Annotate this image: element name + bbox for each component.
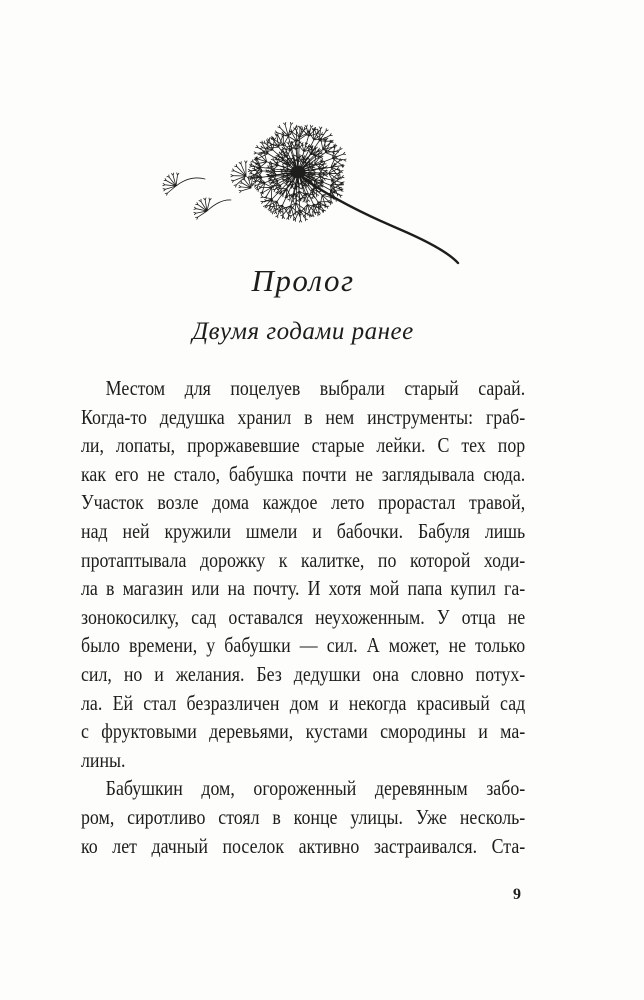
text-line: лины. [81,747,126,772]
dandelion-seed-strokes [163,122,346,222]
text-line: Когда-то дедушка хранил в нем инструменты: граб- [81,404,526,429]
text-line: Местом для поцелуев выбрали старый сарай. [105,376,526,400]
chapter-heading [81,264,525,345]
text-line: ла. Ей стал безразличен дом и некогда красивый сад [81,690,526,715]
text-line: как его не стало, бабушка почти не заглядывала сюда. [81,461,526,486]
text-line: над ней кружили шмели и бабочки. Бабуля лишь [81,518,526,543]
text-line: ром, сиротливо стоял в конце улицы. Уже несколь- [81,804,526,829]
chapter-subtitle: Двумя годами ранее [192,318,414,345]
text-line: ла в магазин или на почту. И хотя мой папа купил га- [81,576,526,601]
text-line: зонокосилку, сад оставался неухоженным. У отца не [81,604,526,629]
chapter-title: Пролог [251,263,355,298]
text-line: протаптывала дорожку к калитке, по которой ходи- [81,547,526,572]
text-line: с фруктовыми деревьями, кустами смородины и ма- [81,719,526,744]
text-line: Участок возле дома каждое лето прорастал травой, [81,490,526,515]
dandelion-core [291,166,306,179]
text-line: сил, но и желания. Без дедушки она словно потух- [81,661,526,686]
dandelion-illustration [0,0,644,300]
text-line: ко лет дачный поселок активно застраивался. Ста- [81,833,526,858]
body-text [81,374,525,860]
text-line: Бабушкин дом, огороженный деревянным забо- [105,776,526,801]
page-number: 9 [513,886,521,903]
text-line: было времени, у бабушки — сил. А может, не только [81,633,526,658]
dandelion-stem [303,178,458,263]
text-line: ли, лопаты, проржавевшие старые лейки. С тех пор [81,433,526,458]
